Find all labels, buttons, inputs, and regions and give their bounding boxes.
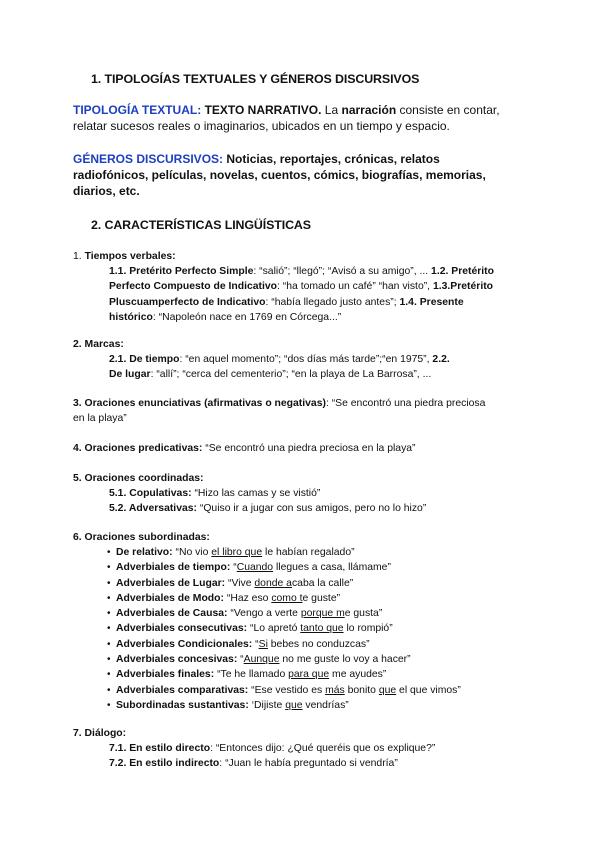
enunciativas-example-cont: en la playa” (73, 413, 127, 425)
section-6-title: 6. Oraciones subordinadas: (73, 532, 210, 543)
list-item: • Adverbiales Condicionales: “Si bebes no conduzcas” (107, 637, 461, 652)
estilo-indirecto-example: : “Juan le había preguntado si vendría” (219, 758, 398, 770)
list-item: • Adverbiales de Causa: “Vengo a verte porque me gusta” (107, 606, 461, 621)
section-5-title: 5. Oraciones coordinadas: (73, 473, 204, 484)
tipologia-line-1 (73, 102, 500, 118)
section-1-number: 1. (73, 251, 85, 262)
tiempos-verbales-body (109, 264, 494, 325)
section-3-title: 3. Oraciones enunciativas (afirmativas o negativas) (73, 398, 326, 409)
tipologia-narracion: narración (341, 103, 397, 117)
heading-caracteristicas: 2. CARACTERÍSTICAS LINGÜÍSTICAS (91, 218, 311, 232)
section-predicativas (73, 441, 416, 456)
section-7-title: 7. Diálogo: (73, 728, 127, 739)
list-item: • Adverbiales consecutivas: “Lo apretó tanto que lo rompió” (107, 621, 461, 636)
tipologia-text-1: La (321, 103, 342, 117)
dialogo-body (109, 741, 435, 772)
section-1-title: Tiempos verbales: (84, 251, 176, 262)
estilo-directo-label: 7.1. En estilo directo (109, 743, 211, 754)
section-enunciativas (73, 396, 485, 427)
marcas-tiempo-examples: : “en aquel momento”; “dos días más tarde”;“en 1975”, (179, 354, 433, 365)
tipologia-type: TEXTO NARRATIVO. (204, 103, 322, 117)
preterito-pluscuamperfecto: Pluscuamperfecto de Indicativo (109, 296, 266, 308)
enunciativas-example: : “Se encontró una piedra preciosa (325, 398, 486, 409)
section-4-title: 4. Oraciones predicativas: (73, 443, 203, 454)
preterito-pluscuamperfecto-num: 1.3.Pretérito (432, 281, 494, 293)
tipologia-label: TIPOLOGÍA TEXTUAL: (73, 103, 202, 117)
preterito-perfecto-compuesto: Perfecto Compuesto de Indicativo (109, 281, 278, 293)
copulativas-example: “Hizo las camas y se vistió” (191, 488, 321, 499)
heading-tipologias: 1. TIPOLOGÍAS TEXTUALES Y GÉNEROS DISCURSIVOS (91, 72, 420, 86)
predicativas-example: “Se encontró una piedra preciosa en la playa” (202, 443, 416, 454)
presente-historico-example: : “Napoleón nace en 1769 en Córcega...” (152, 311, 342, 323)
list-item: • De relativo: “No vio el libro que le habían regalado” (107, 545, 461, 560)
tipologia-text-2: consiste en contar, (396, 103, 500, 117)
generos-paragraph (73, 151, 486, 199)
marcas-lugar: De lugar (109, 369, 151, 381)
preterito-perfecto-compuesto-num: 1.2. Pretérito (431, 266, 494, 277)
marcas-body (109, 352, 450, 383)
presente-historico: histórico (109, 311, 153, 323)
adversativas-label: 5.2. Adversativas: (109, 503, 197, 515)
adversativas-example: “Quiso ir a jugar con sus amigos, pero no lo hizo” (197, 503, 427, 515)
list-item: • Adverbiales concesivas: “Aunque no me guste lo voy a hacer” (107, 652, 461, 667)
list-item: • Adverbiales comparativas: “Ese vestido es más bonito que el que vimos” (107, 683, 461, 698)
preterito-perfecto-simple-examples: : “salió”; “llegó”; “Avisó a su amigo”, ... (253, 266, 432, 277)
subordinadas-list (107, 545, 461, 713)
list-item: • Adverbiales de Lugar: “Vive donde acaba la calle” (107, 576, 461, 591)
preterito-perfecto-compuesto-examples: : “ha tomado un café” “han visto”, (277, 281, 433, 293)
list-item: • Adverbiales finales: “Te he llamado para que me ayudes” (107, 667, 461, 682)
preterito-perfecto-simple: 1.1. Pretérito Perfecto Simple (109, 266, 254, 277)
list-item: • Subordinadas sustantivas: ‘Dijiste que vendrías” (107, 698, 461, 713)
marcas-lugar-examples: : “allí”; “cerca del cementerio”; “en la playa de La Barrosa”, ... (150, 369, 432, 381)
coordinadas-body (109, 486, 426, 517)
list-item: • Adverbiales de Modo: “Haz eso como te guste” (107, 591, 461, 606)
generos-line-3: diarios, etc. (73, 184, 140, 198)
generos-label: GÉNEROS DISCURSIVOS: (73, 152, 224, 166)
tipologia-line-2: relatar sucesos reales o imaginarios, ubicados en un tiempo y espacio. (73, 119, 450, 133)
marcas-tiempo: 2.1. De tiempo (109, 354, 180, 365)
estilo-indirecto-label: 7.2. En estilo indirecto (109, 758, 220, 770)
estilo-directo-example: : “Entonces dijo: ¿Qué queréis que os explique?” (210, 743, 436, 754)
section-2-title: 2. Marcas: (73, 339, 124, 350)
presente-historico-num: 1.4. Presente (399, 296, 464, 308)
generos-line-2: radiofónicos, películas, novelas, cuentos, cómics, biografías, memorias, (73, 168, 486, 182)
generos-line-1: Noticias, reportajes, crónicas, relatos (223, 152, 440, 166)
copulativas-label: 5.1. Copulativas: (109, 488, 192, 499)
section-tiempos-verbales (73, 249, 176, 264)
marcas-lugar-num: 2.2. (432, 354, 450, 365)
list-item: • Adverbiales de tiempo: “Cuando llegues a casa, llámame” (107, 560, 461, 575)
preterito-pluscuamperfecto-examples: : “había llegado justo antes”; (265, 296, 400, 308)
tipologia-paragraph (73, 102, 500, 134)
